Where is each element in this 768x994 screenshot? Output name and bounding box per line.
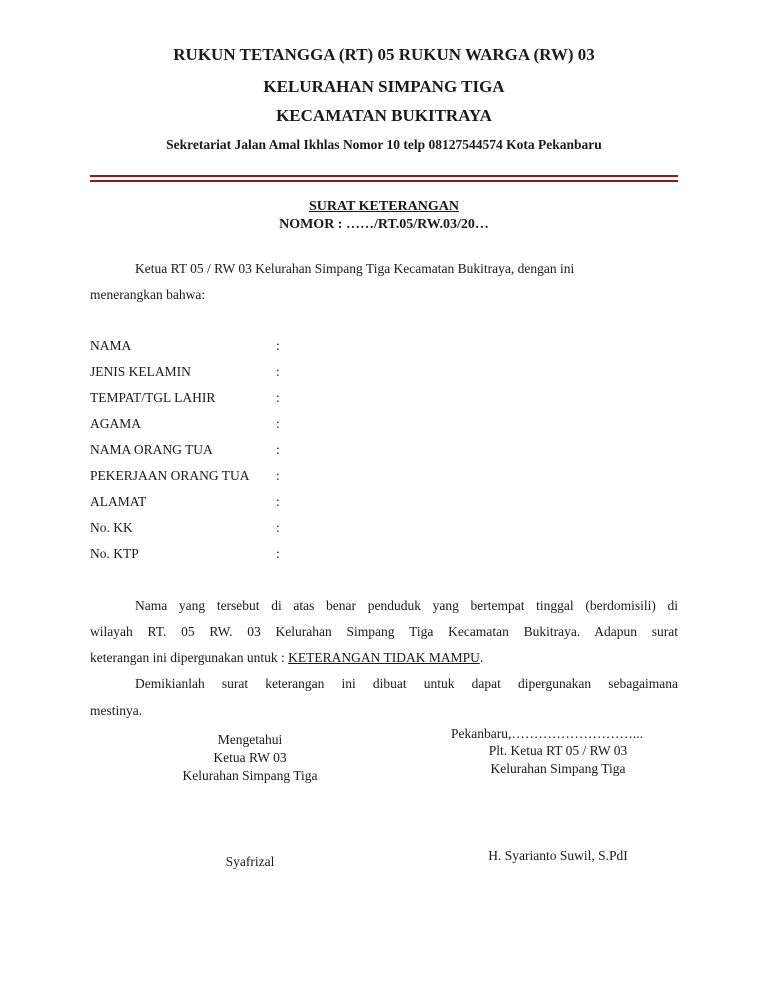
para2-line-3-prefix: keterangan ini dipergunakan untuk : <box>90 650 289 665</box>
field-sep-nama: : <box>276 338 280 353</box>
field-label-jenis-kelamin: JENIS KELAMIN <box>90 364 191 379</box>
field-label-pekerjaan-orang-tua: PEKERJAAN ORANG TUA <box>90 468 250 483</box>
sig-left-line-1: Mengetahui <box>217 732 283 747</box>
header-line-2: KELURAHAN SIMPANG TIGA <box>263 77 505 96</box>
purpose-value: KETERANGAN TIDAK MAMPU <box>288 650 480 665</box>
field-sep-agama: : <box>276 416 280 431</box>
field-label-tempat-tgl-lahir: TEMPAT/TGL LAHIR <box>90 390 216 405</box>
header-rule-top <box>90 175 678 177</box>
field-label-nama-orang-tua: NAMA ORANG TUA <box>90 442 213 457</box>
letter-title: SURAT KETERANGAN <box>308 199 459 214</box>
sig-right-place-date: Pekanbaru,………………………... <box>451 726 643 741</box>
field-label-no-ktp: No. KTP <box>90 546 139 561</box>
sig-right-name: H. Syarianto Suwil, S.PdI <box>488 848 628 863</box>
field-label-alamat: ALAMAT <box>90 494 147 509</box>
intro-line-1: Ketua RT 05 / RW 03 Kelurahan Simpang Tiga Kecamatan Bukitraya, dengan ini <box>135 261 575 276</box>
sig-right-line-2: Kelurahan Simpang Tiga <box>490 761 626 776</box>
header-line-3: KECAMATAN BUKITRAYA <box>276 106 492 125</box>
sig-left-name: Syafrizal <box>225 854 275 869</box>
field-label-no-kk: No. KK <box>90 520 133 535</box>
sig-left-line-2: Ketua RW 03 <box>213 750 287 765</box>
para3-line-1: Demikianlah surat keterangan ini dibuat untuk dapat dipergunakan sebagaimana <box>135 676 678 691</box>
para2-line-3-suffix: . <box>479 650 484 665</box>
field-label-nama: NAMA <box>90 338 132 353</box>
header-line-1: RUKUN TETANGGA (RT) 05 RUKUN WARGA (RW) 03 <box>173 45 595 64</box>
header-rule-bottom <box>90 180 678 182</box>
sig-left-line-3: Kelurahan Simpang Tiga <box>182 768 318 783</box>
field-label-agama: AGAMA <box>90 416 142 431</box>
field-sep-pekerjaan-orang-tua: : <box>276 468 280 483</box>
intro-line-2: menerangkan bahwa: <box>90 287 206 302</box>
header-address: Sekretariat Jalan Amal Ikhlas Nomor 10 telp 08127544574 Kota Pekanbaru <box>166 137 602 152</box>
sig-right-line-1: Plt. Ketua RT 05 / RW 03 <box>488 743 628 758</box>
letter-number: NOMOR : ……/RT.05/RW.03/20… <box>279 217 489 232</box>
para3-line-2: mestinya. <box>90 703 143 718</box>
field-sep-no-ktp: : <box>276 546 280 561</box>
field-sep-jenis-kelamin: : <box>276 364 280 379</box>
field-sep-tempat-tgl-lahir: : <box>276 390 280 405</box>
field-sep-alamat: : <box>276 494 280 509</box>
para2-line-3 <box>90 650 483 666</box>
field-sep-no-kk: : <box>276 520 280 535</box>
field-sep-nama-orang-tua: : <box>276 442 280 457</box>
para2-line-1: Nama yang tersebut di atas benar penduduk yang bertempat tinggal (berdomisili) di <box>135 598 678 613</box>
para2-line-2: wilayah RT. 05 RW. 03 Kelurahan Simpang Tiga Kecamatan Bukitraya. Adapun surat <box>90 624 678 639</box>
